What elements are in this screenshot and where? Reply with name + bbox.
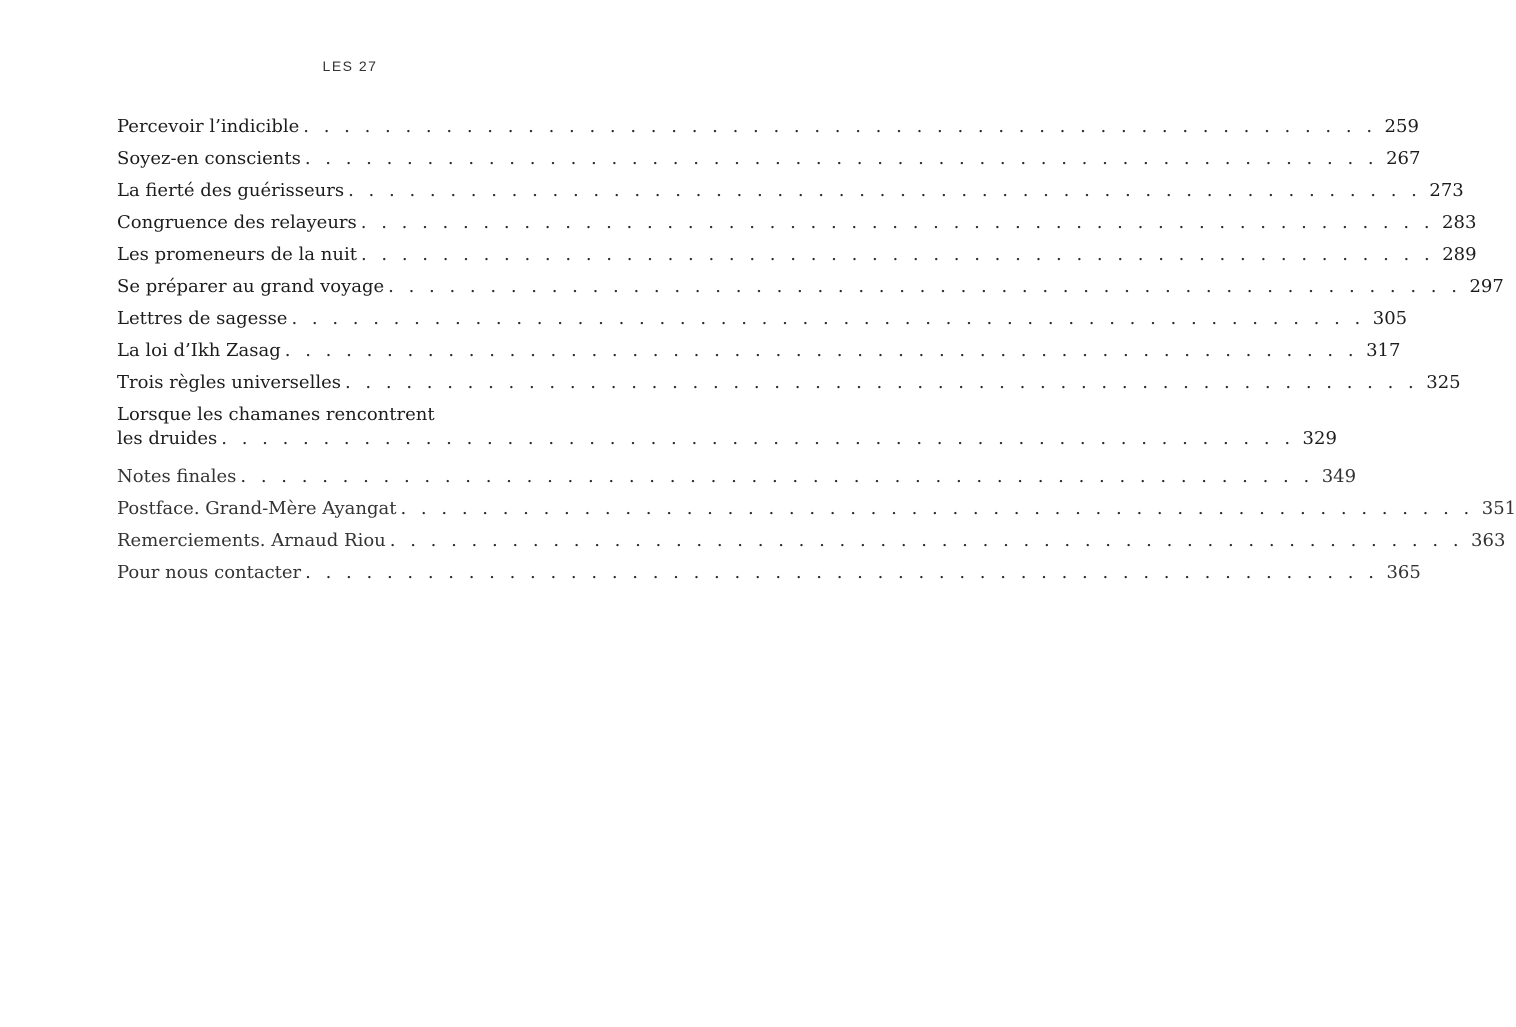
- toc-entry-title: Les promeneurs de la nuit: [117, 244, 357, 265]
- toc-entry-title: Postface. Grand-Mère Ayangat: [117, 498, 397, 519]
- toc-entry-page: 365: [1386, 562, 1421, 583]
- toc-entry-title: Soyez-en conscients: [117, 148, 301, 169]
- dot-leader: . . . . . . . . . . . . . . . . . . . . . . . . . . . . . . . . . . . . . . . . . . . . . . . . . . . . .: [344, 372, 1419, 393]
- dot-leader: . . . . . . . . . . . . . . . . . . . . . . . . . . . . . . . . . . . . . . . . . . . . . . . . . . . . .: [389, 530, 1464, 551]
- toc-entry-title: La loi d’Ikh Zasag: [117, 340, 281, 361]
- toc-entry-page: 289: [1442, 244, 1477, 265]
- toc-entry-title: Trois règles universelles: [117, 372, 341, 393]
- toc-entry-title-line2: les druides: [117, 428, 218, 449]
- dot-leader: . . . . . . . . . . . . . . . . . . . . . . . . . . . . . . . . . . . . . . . . . . . . . . . . . . . . .: [304, 148, 1379, 169]
- toc-entry-title: Remerciements. Arnaud Riou: [117, 530, 386, 551]
- dot-leader: . . . . . . . . . . . . . . . . . . . . . . . . . . . . . . . . . . . . . . . . . . . . . . . . . . . . .: [284, 340, 1359, 361]
- toc-entry-title-line1: Lorsque les chamanes rencontrent: [117, 404, 435, 425]
- toc-entry-title: Notes finales: [117, 466, 237, 487]
- running-head: LES 27: [322, 58, 378, 74]
- toc-entry[interactable]: [117, 271, 1504, 303]
- toc-entry-page: 351: [1481, 498, 1516, 519]
- toc-entry[interactable]: [117, 207, 1477, 239]
- dot-leader: . . . . . . . . . . . . . . . . . . . . . . . . . . . . . . . . . . . . . . . . . . . . . . . . . . . . .: [400, 498, 1474, 519]
- toc-chapter-list: [117, 111, 1504, 451]
- dot-leader: . . . . . . . . . . . . . . . . . . . . . . . . . . . . . . . . . . . . . . . . . . . . . . . . . . . . .: [360, 212, 1435, 233]
- dot-leader: . . . . . . . . . . . . . . . . . . . . . . . . . . . . . . . . . . . . . . . . . . . . . . . . . . . . .: [360, 244, 1435, 265]
- toc-entry[interactable]: [117, 143, 1421, 175]
- toc-entry-title: Se préparer au grand voyage: [117, 276, 385, 297]
- toc-entry[interactable]: [117, 399, 1337, 451]
- dot-leader: . . . . . . . . . . . . . . . . . . . . . . . . . . . . . . . . . . . . . . . . . . . . . . . . . . . . .: [305, 562, 1379, 583]
- toc-entry[interactable]: [117, 525, 1506, 557]
- toc-entry-title: La fierté des guérisseurs: [117, 180, 345, 201]
- toc-entry[interactable]: [117, 175, 1464, 207]
- dot-leader: . . . . . . . . . . . . . . . . . . . . . . . . . . . . . . . . . . . . . . . . . . . . . . . . . . . . .: [221, 428, 1295, 449]
- toc-entry-page: 317: [1366, 340, 1401, 361]
- toc-entry-page: 297: [1469, 276, 1504, 297]
- toc-entry[interactable]: [117, 239, 1477, 271]
- toc-entry-page: 267: [1386, 148, 1421, 169]
- toc-entry[interactable]: [117, 303, 1408, 335]
- toc-entry-page: 329: [1302, 428, 1337, 449]
- toc-entry[interactable]: [117, 335, 1401, 367]
- toc-endmatter-list: [117, 461, 1516, 589]
- toc-entry-page: 363: [1471, 530, 1506, 551]
- toc-entry[interactable]: [117, 493, 1516, 525]
- toc-entry-title: Lettres de sagesse: [117, 308, 288, 329]
- dot-leader: . . . . . . . . . . . . . . . . . . . . . . . . . . . . . . . . . . . . . . . . . . . . . . . . . . . . .: [388, 276, 1462, 297]
- dot-leader: . . . . . . . . . . . . . . . . . . . . . . . . . . . . . . . . . . . . . . . . . . . . . . . . . . . . .: [240, 466, 1314, 487]
- toc-entry[interactable]: [117, 111, 1419, 143]
- toc-entry-page: 259: [1384, 116, 1419, 137]
- dot-leader: . . . . . . . . . . . . . . . . . . . . . . . . . . . . . . . . . . . . . . . . . . . . . . . . . . . . .: [291, 308, 1365, 329]
- toc-entry-title: Percevoir l’indicible: [117, 116, 300, 137]
- toc-entry-page: 325: [1426, 372, 1461, 393]
- toc-entry-page: 273: [1429, 180, 1464, 201]
- table-of-contents: [117, 111, 1516, 589]
- toc-entry-page: 305: [1372, 308, 1408, 329]
- toc-entry-title: Pour nous contacter: [117, 562, 302, 583]
- toc-entry[interactable]: [117, 367, 1461, 399]
- toc-entry-page: 349: [1321, 466, 1357, 487]
- dot-leader: . . . . . . . . . . . . . . . . . . . . . . . . . . . . . . . . . . . . . . . . . . . . . . . . . . . . .: [303, 116, 1377, 137]
- toc-entry-title: Congruence des relayeurs: [117, 212, 357, 233]
- dot-leader: . . . . . . . . . . . . . . . . . . . . . . . . . . . . . . . . . . . . . . . . . . . . . . . . . . . . .: [348, 180, 1422, 201]
- toc-entry-page: 283: [1442, 212, 1477, 233]
- toc-entry[interactable]: [117, 557, 1421, 589]
- toc-entry[interactable]: [117, 461, 1357, 493]
